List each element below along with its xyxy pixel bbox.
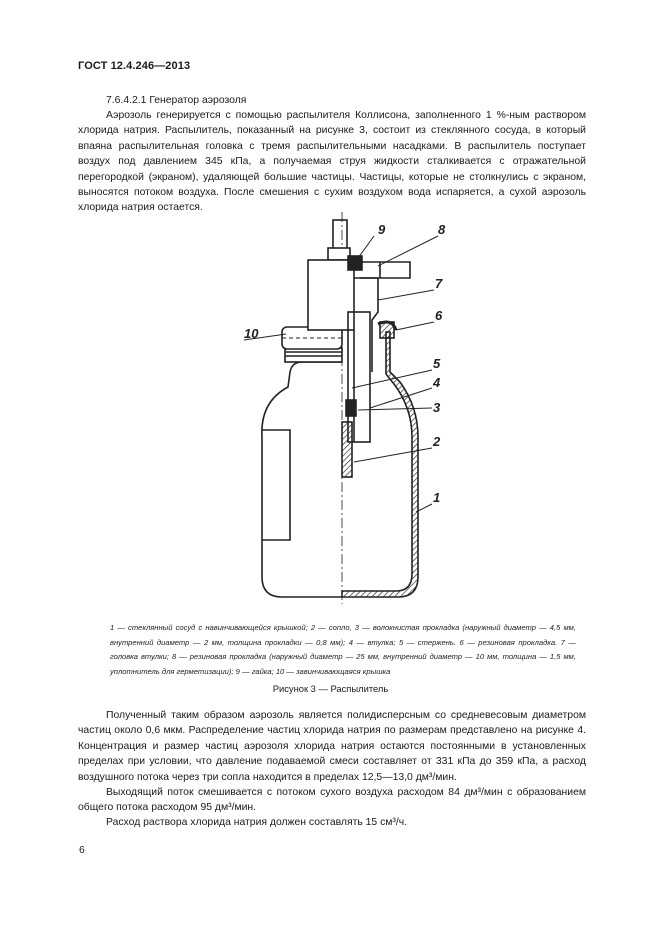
figure-caption: Рисунок 3 — Распылитель (272, 683, 389, 694)
paragraph-mixing: Выходящий поток смешивается с потоком сухого воздуха расходом 84 дм³/мин с образованием общего потока расходом 95 дм³/мин. (78, 787, 586, 814)
paragraph-solution-flow: Расход раствора хлорида натрия должен составлять 15 см³/ч. (106, 817, 408, 828)
section-title: 7.6.4.2.1 Генератор аэрозоля (106, 95, 247, 106)
atomizer-figure (230, 212, 460, 612)
document-header: ГОСТ 12.4.246—2013 (78, 60, 191, 72)
callout-7: 7 (435, 276, 443, 291)
paragraph-aerosol-generation: Аэрозоль генерируется с помощью распылителя Коллисона, заполненного 1 %-ным раствором хлорида натрия. Распылитель, показанный на рисунке 3, состоит из стеклянного сосуда, в который впаяна распылительная головка с тремя распылительными насадками. В распылитель поступает воздух под давлением 345 кПа, а получаемая струя жидкости сталкивается с отражательной перегородкой (экраном), удаляющей большие частицы. Частицы, которые не столкнулись с экраном, выносятся потоком воздуха. После смешения с сухим воздухом вода испаряется, а сухой аэрозоль хлорида натрия остается. (78, 110, 586, 214)
callout-3: 3 (433, 400, 441, 415)
bottle-exterior-outline (262, 327, 342, 597)
callout-1: 1 (433, 490, 441, 505)
callout-10: 10 (244, 326, 259, 341)
callout-4: 4 (433, 375, 441, 390)
page-number: 6 (79, 845, 85, 856)
callout-8: 8 (438, 222, 446, 237)
callout-5: 5 (433, 356, 441, 371)
callout-6: 6 (435, 308, 443, 323)
callout-9: 9 (378, 222, 386, 237)
callout-2: 2 (433, 434, 441, 449)
paragraph-aerosol-properties: Полученный таким образом аэрозоль является полидисперсным со средневесовым диаметром частиц около 0,6 мкм. Распределение частиц хлорида натрия по размерам представлено на рисунке 4. Концентрация и размер частиц аэрозоля хлорида натрия остаются постоянными в установленных пределах при условии, что давление подаваемой смеси составляет от 331 кПа до 359 кПа, а расход воздушного потока через три сопла находится в пределах 12,5—13,0 дм³/мин. (78, 710, 586, 783)
figure-legend: 1 — стеклянный сосуд с навинчивающейся крышкой; 2 — сопло, 3 — волокнистая прокладка (наружный диаметр — 4,5 мм, внутренний диаметр — 2 мм, толщина прокладки — 0,8 мм); 4 — втулка; 5 — стержень. 6 — резиновая прокладка. 7 — головка втулки; 8 — резиновая прокладка (наружный диаметр — 25 мм, внутренний диаметр — 10 мм, толщина — 1,5 мм, уплотнитель для герметизации); 9 — гайка; 10 — завинчивающаяся крышка (110, 623, 576, 676)
